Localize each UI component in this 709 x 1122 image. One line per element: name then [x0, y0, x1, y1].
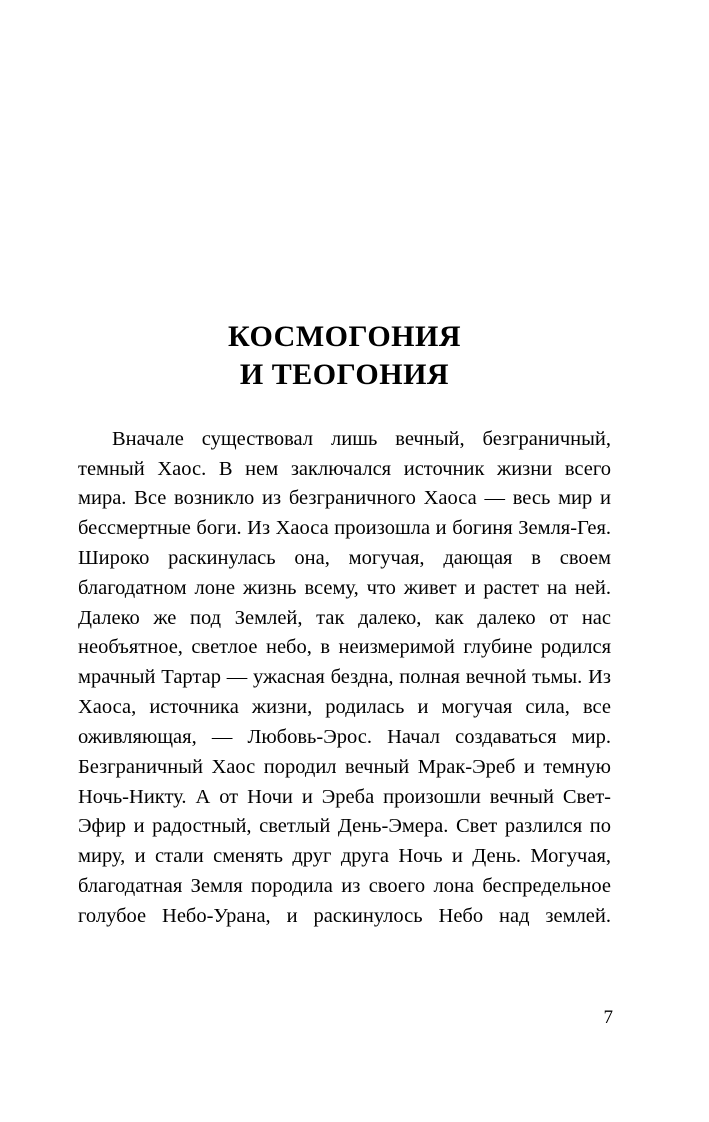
chapter-title-line-2: И ТЕОГОНИЯ	[239, 358, 450, 392]
page-content	[78, 318, 611, 932]
body-paragraph	[78, 425, 611, 932]
chapter-title	[78, 318, 611, 395]
paragraph-text: Вначале существовал лишь вечный, безграничный, темный Хаос. В нем заключался источник жизни всего мира. Все возникло из безграничного Хаоса — весь мир и бессмертные боги. Из Хаоса произошла и богиня Земля-Гея. Широко раскинулась она, могучая, дающая в своем благодатном лоне жизнь всему, что живет и растет на ней. Далеко же под Землей, так далеко, как далеко от нас необъятное, светлое небо, в неизмеримой глубине родился мрачный Тартар — ужасная бездна, полная вечной тьмы. Из Хаоса, источника жизни, родилась и могучая сила, все оживляющая, — Любовь-Эрос. Начал создаваться мир. Безграничный Хаос породил вечный Мрак-Эреб и темную Ночь-Никту. А от Ночи и Эреба произошли вечный Свет-Эфир и радостный, светлый День-Эмера. Свет разлился по миру, и стали сменять друг друга Ночь и День. Могучая, благодатная Земля породила из своего лона беспредельное голубое Небо-Урана, и раскинулось Небо над землей.	[78, 427, 611, 927]
chapter-title-line-1: КОСМОГОНИЯ	[227, 320, 462, 353]
page-number: 7	[603, 1007, 613, 1028]
